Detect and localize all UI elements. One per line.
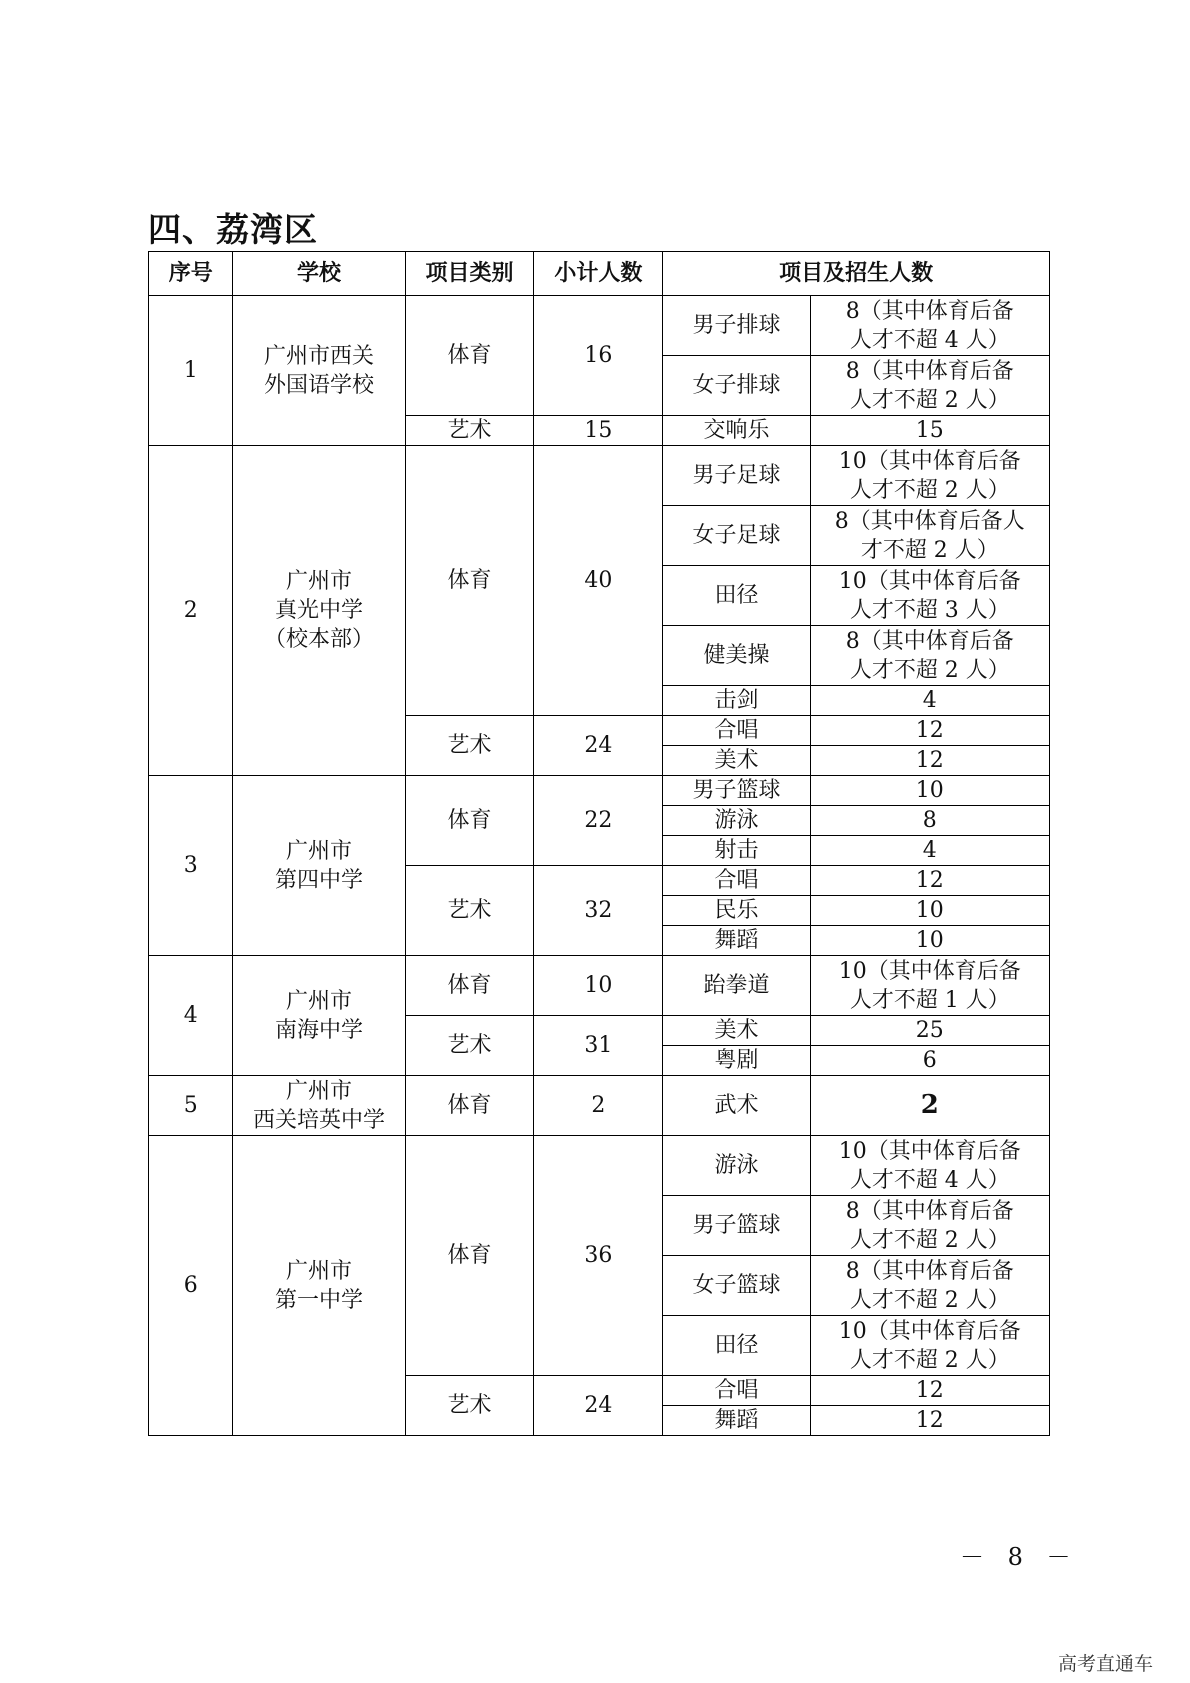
item-name: 女子排球 [663,356,810,416]
table-row [149,956,1050,1016]
item-quota [810,416,1049,446]
item-name: 射击 [663,836,810,866]
category-type: 体育 [405,956,534,1016]
header-no: 序号 [149,252,233,296]
school-name-line: 第一中学 [275,1287,364,1313]
item-quota [810,566,1049,626]
category-subtotal: 16 [534,296,663,416]
category-type: 体育 [405,446,534,716]
item-name: 粤剧 [663,1046,810,1076]
category-subtotal: 40 [534,446,663,716]
category-type: 体育 [405,296,534,416]
item-quota [810,776,1049,806]
item-quota-line: 人才不超 2 人） [849,657,1010,683]
item-name: 合唱 [663,1376,810,1406]
item-quota [810,1256,1049,1316]
item-quota-line: 8（其中体育后备人 [834,508,1025,534]
header-category: 项目类别 [405,252,534,296]
item-name: 游泳 [663,806,810,836]
item-quota-line: 10（其中体育后备 [838,958,1021,984]
item-name: 女子篮球 [663,1256,810,1316]
category-subtotal: 32 [534,866,663,956]
item-quota-line: 10 [915,778,944,803]
table-row [149,446,1050,506]
section-title: 四、荔湾区 [148,210,318,249]
school-name [233,956,405,1076]
school-name [233,776,405,956]
item-name: 合唱 [663,716,810,746]
item-name: 女子足球 [663,506,810,566]
school-name [233,296,405,446]
school-name-line: 广州市 [286,1258,353,1284]
watermark: 高考直通车 [1058,1653,1154,1675]
school-name-line: 南海中学 [275,1017,364,1043]
category-type: 艺术 [405,1376,534,1436]
item-quota-line: 人才不超 1 人） [849,987,1010,1013]
item-quota-line: 12 [915,1378,944,1403]
school-name-line: 广州市 [286,988,353,1014]
school-name-line: 广州市 [286,569,353,594]
item-quota [810,626,1049,686]
item-quota [810,806,1049,836]
school-name-line: （校本部） [264,627,375,652]
item-quota [810,716,1049,746]
category-subtotal: 2 [534,1076,663,1136]
category-subtotal: 24 [534,716,663,776]
item-name: 美术 [663,746,810,776]
item-quota [810,896,1049,926]
school-name [233,1136,405,1436]
category-subtotal: 22 [534,776,663,866]
table-row [149,296,1050,356]
category-subtotal: 24 [534,1376,663,1436]
header-row [149,252,1050,296]
item-quota-line: 人才不超 3 人） [849,597,1010,623]
school-name-line: 第四中学 [275,867,364,893]
school-number: 4 [149,956,233,1076]
school-name-line: 外国语学校 [264,372,375,398]
item-quota-line: 4 [922,688,937,713]
category-type: 艺术 [405,716,534,776]
category-type: 体育 [405,1076,534,1136]
item-quota-line: 15 [915,418,944,443]
category-subtotal: 36 [534,1136,663,1376]
item-quota [810,296,1049,356]
header-school: 学校 [233,252,405,296]
item-name: 游泳 [663,1136,810,1196]
table-row [149,776,1050,806]
item-name: 美术 [663,1016,810,1046]
item-quota-line: 10（其中体育后备 [838,448,1021,474]
school-name-line: 西关培英中学 [253,1107,386,1133]
admissions-table [148,251,1050,1436]
item-name: 田径 [663,566,810,626]
table-row [149,1136,1050,1196]
school-name-line: 真光中学 [275,598,364,623]
item-quota-line: 人才不超 2 人） [849,477,1010,503]
item-name: 舞蹈 [663,926,810,956]
item-name: 男子篮球 [663,1196,810,1256]
item-name: 民乐 [663,896,810,926]
item-quota-line: 2 [920,1090,939,1120]
item-name: 田径 [663,1316,810,1376]
item-quota-line: 12 [915,748,944,773]
item-name: 男子足球 [663,446,810,506]
item-quota-line: 12 [915,868,944,893]
item-quota-line: 人才不超 4 人） [849,327,1010,353]
item-quota-line: 10 [915,928,944,953]
category-type: 艺术 [405,866,534,956]
item-quota [810,836,1049,866]
item-quota [810,1016,1049,1046]
item-quota-line: 8（其中体育后备 [845,1198,1014,1224]
school-number: 2 [149,446,233,776]
item-quota-line: 4 [922,838,937,863]
item-quota-line: 人才不超 4 人） [849,1167,1010,1193]
item-quota [810,746,1049,776]
item-name: 交响乐 [663,416,810,446]
category-subtotal: 31 [534,1016,663,1076]
school-name-line: 广州市西关 [264,343,375,369]
item-quota [810,926,1049,956]
item-quota-line: 人才不超 2 人） [849,1227,1010,1253]
school-number: 3 [149,776,233,956]
item-quota-line: 10 [915,898,944,923]
item-quota-line: 8（其中体育后备 [845,358,1014,384]
item-name: 击剑 [663,686,810,716]
item-quota [810,1046,1049,1076]
school-number: 6 [149,1136,233,1436]
item-quota [810,866,1049,896]
table-row [149,1076,1050,1136]
item-quota-line: 人才不超 2 人） [849,387,1010,413]
item-name: 合唱 [663,866,810,896]
item-quota-line: 8 [922,808,937,833]
school-name [233,446,405,776]
item-quota [810,686,1049,716]
item-name: 跆拳道 [663,956,810,1016]
item-name: 男子排球 [663,296,810,356]
item-quota [810,1376,1049,1406]
category-type: 艺术 [405,1016,534,1076]
header-items: 项目及招生人数 [663,252,1050,296]
school-name-line: 广州市 [286,838,353,864]
item-quota [810,446,1049,506]
item-quota-line: 10（其中体育后备 [838,1138,1021,1164]
item-quota-line: 12 [915,1408,944,1433]
item-quota-line: 人才不超 2 人） [849,1347,1010,1373]
item-quota-line: 8（其中体育后备 [845,628,1014,654]
item-name: 舞蹈 [663,1406,810,1436]
category-subtotal: 15 [534,416,663,446]
item-quota [810,506,1049,566]
category-type: 艺术 [405,416,534,446]
item-quota-line: 8（其中体育后备 [845,1258,1014,1284]
school-name [233,1076,405,1136]
item-quota [810,356,1049,416]
school-name-line: 广州市 [286,1078,353,1104]
item-quota-line: 25 [915,1018,944,1043]
item-quota [810,1076,1049,1136]
category-type: 体育 [405,1136,534,1376]
item-name: 武术 [663,1076,810,1136]
item-quota-line: 10（其中体育后备 [838,1318,1021,1344]
header-subtotal: 小计人数 [534,252,663,296]
category-subtotal: 10 [534,956,663,1016]
item-quota-line: 才不超 2 人） [860,537,999,563]
school-number: 5 [149,1076,233,1136]
item-quota-line: 8（其中体育后备 [845,298,1014,324]
item-quota-line: 12 [915,718,944,743]
item-name: 男子篮球 [663,776,810,806]
school-number: 1 [149,296,233,446]
item-quota [810,1136,1049,1196]
page-number: － 8 － [960,1543,1079,1571]
item-quota [810,1406,1049,1436]
item-quota-line: 人才不超 2 人） [849,1287,1010,1313]
item-quota [810,956,1049,1016]
item-name: 健美操 [663,626,810,686]
item-quota-line: 10（其中体育后备 [838,568,1021,594]
item-quota [810,1316,1049,1376]
item-quota [810,1196,1049,1256]
item-quota-line: 6 [922,1048,937,1073]
category-type: 体育 [405,776,534,866]
